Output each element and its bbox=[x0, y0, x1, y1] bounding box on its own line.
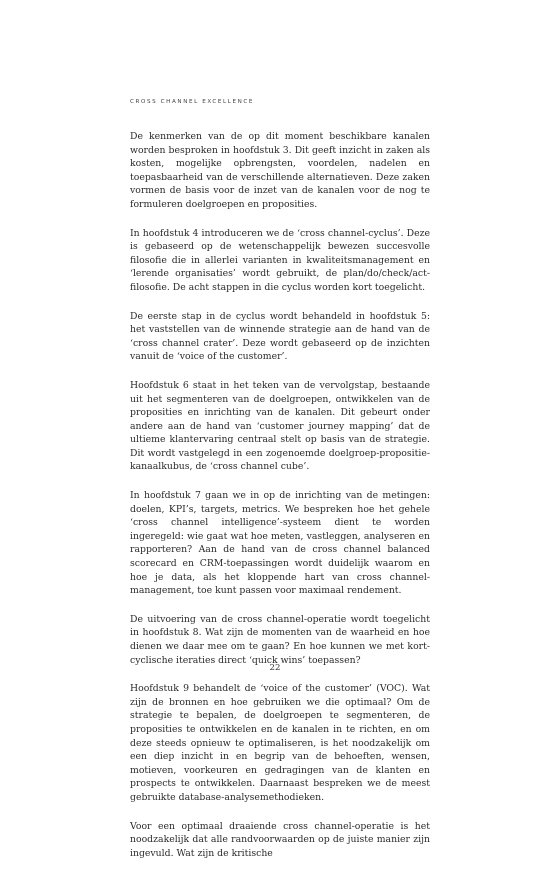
paragraph: De eerste stap in de cyclus wordt behandeld in hoofdstuk 5: het vaststellen van de winnende strategie aan de hand van de ‘cross channel crater’. Deze wordt gebaseerd op de inzichten vanuit de ‘voice of the customer’. bbox=[130, 310, 430, 363]
body-text bbox=[130, 130, 430, 875]
paragraph: Hoofdstuk 9 behandelt de ‘voice of the customer’ (VOC). Wat zijn de bronnen en hoe gebruiken we die optimaal? Om de strategie te bepalen, de doelgroepen te segmenteren, de proposities te ontwikkelen en de kanalen in te richten, en om deze steeds opnieuw te optimaliseren, is het noodzakelijk om een diep inzicht in en begrip van de behoeften, wensen, motieven, voorkeuren en gedragingen van de klanten en prospects te ontwikkelen. Daarnaast bespreken we de meest gebruikte database-analysemethodieken. bbox=[130, 683, 430, 803]
page-number: 22 bbox=[269, 663, 281, 673]
paragraph: In hoofdstuk 4 introduceren we de ‘cross channel-cyclus’. Deze is gebaseerd op de wetenschappelijk bewezen succesvolle filosofie die in allerlei varianten in kwaliteitsmanagement en ‘lerende organisaties’ wordt gebruikt, de plan/do/check/act-filosofie. De acht stappen in die cyclus worden kort toegelicht. bbox=[130, 227, 430, 293]
paragraph: Voor een optimaal draaiende cross channel-operatie is het noodzakelijk dat alle randvoorwaarden op de juiste manier zijn ingevuld. Wat zijn de kritische bbox=[130, 820, 430, 859]
paragraph: In hoofdstuk 7 gaan we in op de inrichting van de metingen: doelen, KPI’s, targets, metrics. We bespreken hoe het gehele ‘cross channel intelligence’-systeem dient te worden ingeregeld: wie gaat wat hoe meten, vastleggen, analyseren en rapporteren? Aan de hand van de cross channel balanced scorecard en CRM-toepassingen wordt duidelijk waarom en hoe je data, als het kloppende hart van cross channel-management, toe kunt passen voor maximaal rendement. bbox=[130, 490, 430, 597]
paragraph: De uitvoering van de cross channel-operatie wordt toegelicht in hoofdstuk 8. Wat zijn de momenten van de waarheid en hoe dienen we daar mee om te gaan? En hoe kunnen we met kort-cyclische iteraties direct ‘quick wins’ toepassen? bbox=[130, 613, 430, 666]
running-header: CROSS CHANNEL EXCELLENCE bbox=[130, 99, 255, 105]
paragraph: De kenmerken van de op dit moment beschikbare kanalen worden besproken in hoofdstuk 3. Dit geeft inzicht in zaken als kosten, mogelijke opbrengsten, voordelen, nadelen en toepasbaarheid van de verschillende alternatieven. Deze zaken vormen de basis voor de inzet van de kanalen voor de nog te formuleren doelgroepen en proposities. bbox=[130, 131, 430, 210]
paragraph: Hoofdstuk 6 staat in het teken van de vervolgstap, bestaande uit het segmenteren van de doelgroepen, ontwikkelen van de proposities en inrichting van de kanalen. Dit gebeurt onder andere aan de hand van ‘customer journey mapping’ dat de ultieme klantervaring centraal stelt op basis van de strategie. Dit wordt vastgelegd in een zogenoemde doelgroep-propositie-kanaalkubus, de ‘cross channel cube’. bbox=[130, 379, 430, 473]
